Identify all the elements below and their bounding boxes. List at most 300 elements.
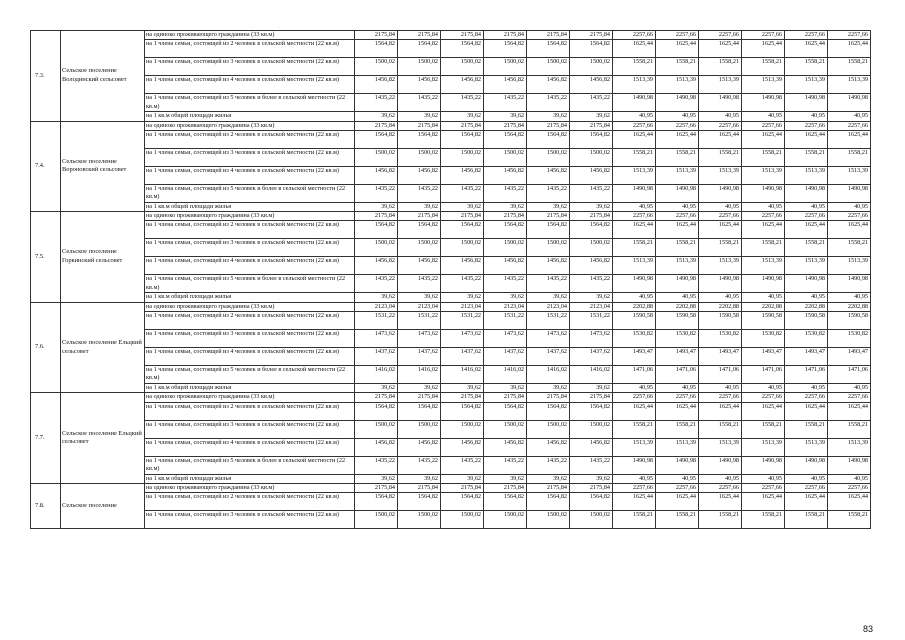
- value-cell: 1513,39: [785, 438, 828, 456]
- value-cell: 2175,84: [355, 212, 398, 221]
- value-cell: 2257,66: [785, 212, 828, 221]
- value-cell: 40,95: [656, 474, 699, 483]
- table-row: [31, 221, 871, 239]
- value-cell: 40,95: [699, 384, 742, 393]
- value-cell: 1513,39: [742, 257, 785, 275]
- value-cell: 2175,84: [441, 393, 484, 402]
- value-cell: 39,62: [441, 474, 484, 483]
- value-cell: 39,62: [398, 112, 441, 121]
- value-cell: 1558,21: [613, 239, 656, 257]
- value-cell: 1437,62: [398, 348, 441, 366]
- value-cell: 1435,22: [355, 94, 398, 112]
- value-cell: 2123,04: [570, 302, 613, 311]
- value-cell: 39,62: [484, 202, 527, 211]
- value-cell: 2123,04: [441, 302, 484, 311]
- value-cell: 1473,62: [570, 330, 613, 348]
- value-cell: 1473,62: [527, 330, 570, 348]
- value-cell: 1558,21: [742, 420, 785, 438]
- value-cell: 1500,02: [484, 148, 527, 166]
- table-row: [31, 239, 871, 257]
- value-cell: 1513,39: [656, 166, 699, 184]
- table-row: [31, 40, 871, 58]
- value-cell: 2202,88: [656, 302, 699, 311]
- value-cell: 1435,22: [398, 184, 441, 202]
- value-cell: 1435,22: [441, 94, 484, 112]
- value-cell: 1435,22: [484, 275, 527, 293]
- value-cell: 1564,82: [355, 402, 398, 420]
- value-cell: 2175,84: [441, 212, 484, 221]
- value-cell: 1558,21: [699, 511, 742, 529]
- value-cell: 1490,98: [656, 275, 699, 293]
- value-cell: 1456,82: [527, 438, 570, 456]
- category-description-cell: на 1 члена семьи, состоящей из 3 человек в сельской местности (22 кв.м): [145, 239, 355, 257]
- value-cell: 1564,82: [355, 221, 398, 239]
- value-cell: 1564,82: [527, 402, 570, 420]
- value-cell: 1490,98: [828, 94, 871, 112]
- category-description-cell: на одиноко проживающего гражданина (33 кв.м): [145, 302, 355, 311]
- value-cell: 1558,21: [828, 58, 871, 76]
- value-cell: 1435,22: [398, 456, 441, 474]
- settlement-name-cell: Сельское поселение Вороновский сельсовет: [61, 121, 145, 212]
- value-cell: 39,62: [484, 112, 527, 121]
- value-cell: 1564,82: [570, 40, 613, 58]
- value-cell: 40,95: [699, 293, 742, 302]
- value-cell: 1513,39: [785, 166, 828, 184]
- value-cell: 1625,44: [828, 493, 871, 511]
- value-cell: 1625,44: [785, 130, 828, 148]
- value-cell: 1456,82: [441, 76, 484, 94]
- value-cell: 1558,21: [699, 58, 742, 76]
- value-cell: 1473,62: [398, 330, 441, 348]
- value-cell: 1625,44: [613, 493, 656, 511]
- category-description-cell: на 1 члена семьи, состоящей из 4 человек в сельской местности (22 кв.м): [145, 348, 355, 366]
- value-cell: 1500,02: [484, 239, 527, 257]
- table-row: [31, 438, 871, 456]
- value-cell: 2175,84: [441, 31, 484, 40]
- value-cell: 39,62: [527, 293, 570, 302]
- value-cell: 1564,82: [527, 130, 570, 148]
- value-cell: 1456,82: [570, 257, 613, 275]
- table-row: [31, 275, 871, 293]
- value-cell: 2123,04: [398, 302, 441, 311]
- value-cell: 1500,02: [398, 58, 441, 76]
- value-cell: 1513,39: [828, 438, 871, 456]
- category-description-cell: на одиноко проживающего гражданина (33 кв.м): [145, 393, 355, 402]
- value-cell: 1435,22: [570, 184, 613, 202]
- category-description-cell: на 1 члена семьи, состоящей из 2 человек в сельской местности (22 кв.м): [145, 493, 355, 511]
- value-cell: 40,95: [613, 112, 656, 121]
- value-cell: 1531,22: [484, 312, 527, 330]
- value-cell: 1471,06: [785, 366, 828, 384]
- category-description-cell: на 1 члена семьи, состоящей из 5 человек и более в сельской местности (22 кв.м): [145, 184, 355, 202]
- row-index-cell: 7.6.: [31, 302, 61, 393]
- value-cell: 2257,66: [742, 31, 785, 40]
- value-cell: 1437,62: [441, 348, 484, 366]
- value-cell: 1625,44: [699, 130, 742, 148]
- value-cell: 1590,58: [699, 312, 742, 330]
- value-cell: 39,62: [355, 474, 398, 483]
- value-cell: 1625,44: [828, 130, 871, 148]
- value-cell: 2175,84: [355, 483, 398, 492]
- value-cell: 2257,66: [613, 393, 656, 402]
- value-cell: 2257,66: [828, 212, 871, 221]
- value-cell: 40,95: [785, 112, 828, 121]
- value-cell: 1564,82: [398, 221, 441, 239]
- value-cell: 1564,82: [527, 221, 570, 239]
- value-cell: 1625,44: [785, 493, 828, 511]
- value-cell: 1513,39: [828, 257, 871, 275]
- value-cell: 2202,88: [613, 302, 656, 311]
- value-cell: 40,95: [785, 293, 828, 302]
- value-cell: 1590,58: [785, 312, 828, 330]
- value-cell: 2257,66: [785, 483, 828, 492]
- value-cell: 1558,21: [656, 148, 699, 166]
- value-cell: 2257,66: [656, 212, 699, 221]
- table-row: [31, 148, 871, 166]
- value-cell: 1435,22: [570, 275, 613, 293]
- value-cell: 1490,98: [656, 456, 699, 474]
- value-cell: 1558,21: [785, 148, 828, 166]
- table-row: [31, 302, 871, 311]
- category-description-cell: на 1 члена семьи, состоящей из 3 человек в сельской местности (22 кв.м): [145, 511, 355, 529]
- table-row: [31, 348, 871, 366]
- value-cell: 1590,58: [828, 312, 871, 330]
- value-cell: 40,95: [656, 112, 699, 121]
- table-row: [31, 112, 871, 121]
- value-cell: 1435,22: [570, 456, 613, 474]
- value-cell: 1625,44: [699, 402, 742, 420]
- value-cell: 1558,21: [613, 148, 656, 166]
- table-row: [31, 212, 871, 221]
- value-cell: 1564,82: [398, 130, 441, 148]
- value-cell: 1500,02: [355, 148, 398, 166]
- category-description-cell: на 1 члена семьи, состоящей из 5 человек и более в сельской местности (22 кв.м): [145, 366, 355, 384]
- value-cell: 2257,66: [742, 483, 785, 492]
- value-cell: 1500,02: [441, 148, 484, 166]
- value-cell: 1456,82: [527, 76, 570, 94]
- value-cell: 1530,82: [613, 330, 656, 348]
- value-cell: 40,95: [613, 474, 656, 483]
- value-cell: 1490,98: [828, 184, 871, 202]
- value-cell: 40,95: [699, 474, 742, 483]
- value-cell: 40,95: [742, 202, 785, 211]
- value-cell: 1456,82: [398, 76, 441, 94]
- value-cell: 1564,82: [484, 40, 527, 58]
- value-cell: 2175,84: [398, 212, 441, 221]
- value-cell: 2175,84: [355, 31, 398, 40]
- value-cell: 1564,82: [355, 40, 398, 58]
- value-cell: 1435,22: [527, 94, 570, 112]
- value-cell: 2202,88: [742, 302, 785, 311]
- value-cell: 1435,22: [484, 184, 527, 202]
- category-description-cell: на 1 члена семьи, состоящей из 4 человек в сельской местности (22 кв.м): [145, 257, 355, 275]
- value-cell: 1500,02: [398, 239, 441, 257]
- value-cell: 2175,84: [527, 31, 570, 40]
- value-cell: 2175,84: [484, 212, 527, 221]
- value-cell: 1490,98: [613, 275, 656, 293]
- value-cell: 1435,22: [355, 456, 398, 474]
- value-cell: 39,62: [441, 384, 484, 393]
- category-description-cell: на одиноко проживающего гражданина (33 кв.м): [145, 121, 355, 130]
- value-cell: 1530,82: [785, 330, 828, 348]
- value-cell: 1625,44: [742, 402, 785, 420]
- table-row: [31, 94, 871, 112]
- value-cell: 1490,98: [699, 184, 742, 202]
- value-cell: 2257,66: [742, 393, 785, 402]
- value-cell: 1625,44: [613, 221, 656, 239]
- value-cell: 1564,82: [484, 221, 527, 239]
- value-cell: 40,95: [699, 112, 742, 121]
- value-cell: 40,95: [656, 384, 699, 393]
- value-cell: 40,95: [613, 202, 656, 211]
- value-cell: 1513,39: [742, 166, 785, 184]
- value-cell: 1493,47: [828, 348, 871, 366]
- value-cell: 1500,02: [398, 511, 441, 529]
- value-cell: 1500,02: [527, 239, 570, 257]
- value-cell: 1558,21: [742, 58, 785, 76]
- value-cell: 1500,02: [484, 420, 527, 438]
- value-cell: 2175,84: [484, 121, 527, 130]
- value-cell: 40,95: [742, 384, 785, 393]
- value-cell: 2175,84: [527, 393, 570, 402]
- value-cell: 1625,44: [785, 221, 828, 239]
- value-cell: 39,62: [441, 112, 484, 121]
- value-cell: 1490,98: [656, 184, 699, 202]
- value-cell: 2257,66: [699, 31, 742, 40]
- value-cell: 1590,58: [656, 312, 699, 330]
- value-cell: 1625,44: [785, 40, 828, 58]
- value-cell: 1625,44: [742, 221, 785, 239]
- category-description-cell: на 1 кв.м общей площади жилья: [145, 474, 355, 483]
- row-index-cell: 7.4.: [31, 121, 61, 212]
- value-cell: 1490,98: [785, 275, 828, 293]
- table-row: [31, 511, 871, 529]
- category-description-cell: на 1 члена семьи, состоящей из 5 человек и более в сельской местности (22 кв.м): [145, 456, 355, 474]
- value-cell: 1513,39: [785, 76, 828, 94]
- value-cell: 2257,66: [699, 212, 742, 221]
- value-cell: 1558,21: [613, 58, 656, 76]
- value-cell: 1500,02: [570, 511, 613, 529]
- value-cell: 1531,22: [441, 312, 484, 330]
- value-cell: 2257,66: [613, 212, 656, 221]
- value-cell: 1437,62: [484, 348, 527, 366]
- value-cell: 1435,22: [484, 456, 527, 474]
- value-cell: 1471,06: [742, 366, 785, 384]
- value-cell: 1513,39: [613, 76, 656, 94]
- value-cell: 1513,39: [613, 257, 656, 275]
- value-cell: 1456,82: [355, 166, 398, 184]
- settlement-name-cell: Сельское поселение Горкинский сельсовет: [61, 212, 145, 303]
- value-cell: 1564,82: [484, 130, 527, 148]
- value-cell: 1490,98: [828, 275, 871, 293]
- value-cell: 1456,82: [484, 76, 527, 94]
- value-cell: 1471,06: [699, 366, 742, 384]
- category-description-cell: на 1 кв.м общей площади жилья: [145, 384, 355, 393]
- value-cell: 2257,66: [613, 31, 656, 40]
- value-cell: 2175,84: [484, 31, 527, 40]
- table-row: [31, 184, 871, 202]
- category-description-cell: на 1 члена семьи, состоящей из 2 человек в сельской местности (22 кв.м): [145, 40, 355, 58]
- value-cell: 1564,82: [441, 493, 484, 511]
- value-cell: 2257,66: [828, 483, 871, 492]
- settlement-name-cell: Сельское поселение Ельцкий сельсовет: [61, 393, 145, 484]
- value-cell: 1456,82: [570, 438, 613, 456]
- table-row: [31, 76, 871, 94]
- value-cell: 1564,82: [441, 130, 484, 148]
- value-cell: 1456,82: [355, 257, 398, 275]
- value-cell: 1564,82: [441, 40, 484, 58]
- value-cell: 1456,82: [441, 438, 484, 456]
- table-row: [31, 312, 871, 330]
- table-row: [31, 166, 871, 184]
- value-cell: 1471,06: [656, 366, 699, 384]
- value-cell: 1500,02: [441, 420, 484, 438]
- value-cell: 1625,44: [613, 402, 656, 420]
- value-cell: 39,62: [570, 112, 613, 121]
- category-description-cell: на 1 члена семьи, состоящей из 4 человек в сельской местности (22 кв.м): [145, 438, 355, 456]
- value-cell: 2175,84: [398, 121, 441, 130]
- value-cell: 2202,88: [785, 302, 828, 311]
- value-cell: 40,95: [742, 112, 785, 121]
- value-cell: 1456,82: [441, 166, 484, 184]
- value-cell: 1456,82: [570, 76, 613, 94]
- value-cell: 2175,84: [398, 393, 441, 402]
- value-cell: 1558,21: [613, 420, 656, 438]
- value-cell: 1500,02: [484, 511, 527, 529]
- value-cell: 1558,21: [785, 239, 828, 257]
- value-cell: 1513,39: [742, 76, 785, 94]
- value-cell: 2123,04: [527, 302, 570, 311]
- value-cell: 1564,82: [527, 493, 570, 511]
- value-cell: 1564,82: [570, 493, 613, 511]
- value-cell: 1416,02: [398, 366, 441, 384]
- table-row: [31, 293, 871, 302]
- value-cell: 2175,84: [527, 483, 570, 492]
- value-cell: 1473,62: [355, 330, 398, 348]
- value-cell: 1513,39: [699, 166, 742, 184]
- value-cell: 1625,44: [742, 40, 785, 58]
- value-cell: 1435,22: [355, 275, 398, 293]
- value-cell: 39,62: [570, 202, 613, 211]
- value-cell: 1558,21: [785, 58, 828, 76]
- value-cell: 1435,22: [441, 275, 484, 293]
- table-row: [31, 393, 871, 402]
- value-cell: 1416,02: [355, 366, 398, 384]
- value-cell: 39,62: [570, 474, 613, 483]
- page-number: 83: [862, 624, 873, 634]
- category-description-cell: на 1 члена семьи, состоящей из 4 человек в сельской местности (22 кв.м): [145, 76, 355, 94]
- value-cell: 1564,82: [484, 493, 527, 511]
- value-cell: 1625,44: [656, 221, 699, 239]
- value-cell: 1513,39: [828, 166, 871, 184]
- value-cell: 2257,66: [656, 121, 699, 130]
- value-cell: 2257,66: [785, 31, 828, 40]
- value-cell: 1530,82: [699, 330, 742, 348]
- value-cell: 1558,21: [828, 239, 871, 257]
- value-cell: 1500,02: [355, 58, 398, 76]
- category-description-cell: на одиноко проживающего гражданина (33 кв.м): [145, 31, 355, 40]
- value-cell: 1558,21: [699, 239, 742, 257]
- table-row: [31, 257, 871, 275]
- category-description-cell: на 1 члена семьи, состоящей из 2 человек в сельской местности (22 кв.м): [145, 312, 355, 330]
- value-cell: 40,95: [828, 202, 871, 211]
- value-cell: 1564,82: [398, 402, 441, 420]
- value-cell: 39,62: [527, 112, 570, 121]
- value-cell: 39,62: [398, 474, 441, 483]
- value-cell: 2257,66: [656, 393, 699, 402]
- value-cell: 1558,21: [828, 420, 871, 438]
- value-cell: 1625,44: [785, 402, 828, 420]
- value-cell: 2123,04: [484, 302, 527, 311]
- value-cell: 1471,06: [828, 366, 871, 384]
- category-description-cell: на 1 кв.м общей площади жилья: [145, 202, 355, 211]
- value-cell: 2175,84: [355, 393, 398, 402]
- value-cell: 1416,02: [484, 366, 527, 384]
- value-cell: 1531,22: [570, 312, 613, 330]
- value-cell: 1564,82: [570, 221, 613, 239]
- category-description-cell: на 1 члена семьи, состоящей из 4 человек в сельской местности (22 кв.м): [145, 166, 355, 184]
- value-cell: 1456,82: [441, 257, 484, 275]
- value-cell: 40,95: [613, 293, 656, 302]
- value-cell: 39,62: [527, 474, 570, 483]
- table-row: [31, 58, 871, 76]
- value-cell: 1513,39: [785, 257, 828, 275]
- value-cell: 1416,02: [570, 366, 613, 384]
- value-cell: 1473,62: [441, 330, 484, 348]
- settlement-name-cell: Сельское поселение Ельцкий сельсовет: [61, 302, 145, 393]
- table-row: [31, 366, 871, 384]
- value-cell: 1435,22: [527, 184, 570, 202]
- value-cell: 1500,02: [570, 148, 613, 166]
- value-cell: 1564,82: [398, 40, 441, 58]
- table-row: [31, 456, 871, 474]
- value-cell: 2175,84: [570, 483, 613, 492]
- value-cell: 1500,02: [527, 58, 570, 76]
- category-description-cell: на 1 члена семьи, состоящей из 2 человек в сельской местности (22 кв.м): [145, 130, 355, 148]
- value-cell: 1531,22: [398, 312, 441, 330]
- value-cell: 1456,82: [527, 257, 570, 275]
- value-cell: 1625,44: [699, 221, 742, 239]
- value-cell: 1625,44: [699, 40, 742, 58]
- value-cell: 39,62: [398, 293, 441, 302]
- value-cell: 1490,98: [742, 456, 785, 474]
- value-cell: 1437,62: [527, 348, 570, 366]
- value-cell: 1564,82: [398, 493, 441, 511]
- value-cell: 2175,84: [570, 212, 613, 221]
- value-cell: 1500,02: [441, 239, 484, 257]
- value-cell: 39,62: [527, 384, 570, 393]
- value-cell: 1558,21: [742, 239, 785, 257]
- value-cell: 1500,02: [570, 420, 613, 438]
- table-row: [31, 330, 871, 348]
- value-cell: 1456,82: [355, 76, 398, 94]
- value-cell: 1493,47: [613, 348, 656, 366]
- value-cell: 1513,39: [699, 257, 742, 275]
- tariff-table-body: [31, 31, 871, 529]
- value-cell: 1590,58: [742, 312, 785, 330]
- value-cell: 1500,02: [441, 511, 484, 529]
- value-cell: 1490,98: [785, 94, 828, 112]
- value-cell: 1435,22: [527, 275, 570, 293]
- tariff-document: [30, 30, 870, 529]
- value-cell: 1490,98: [613, 456, 656, 474]
- value-cell: 2175,84: [527, 212, 570, 221]
- value-cell: 1490,98: [656, 94, 699, 112]
- value-cell: 1558,21: [699, 148, 742, 166]
- value-cell: 2175,84: [398, 31, 441, 40]
- value-cell: 2175,84: [527, 121, 570, 130]
- value-cell: 1513,39: [656, 257, 699, 275]
